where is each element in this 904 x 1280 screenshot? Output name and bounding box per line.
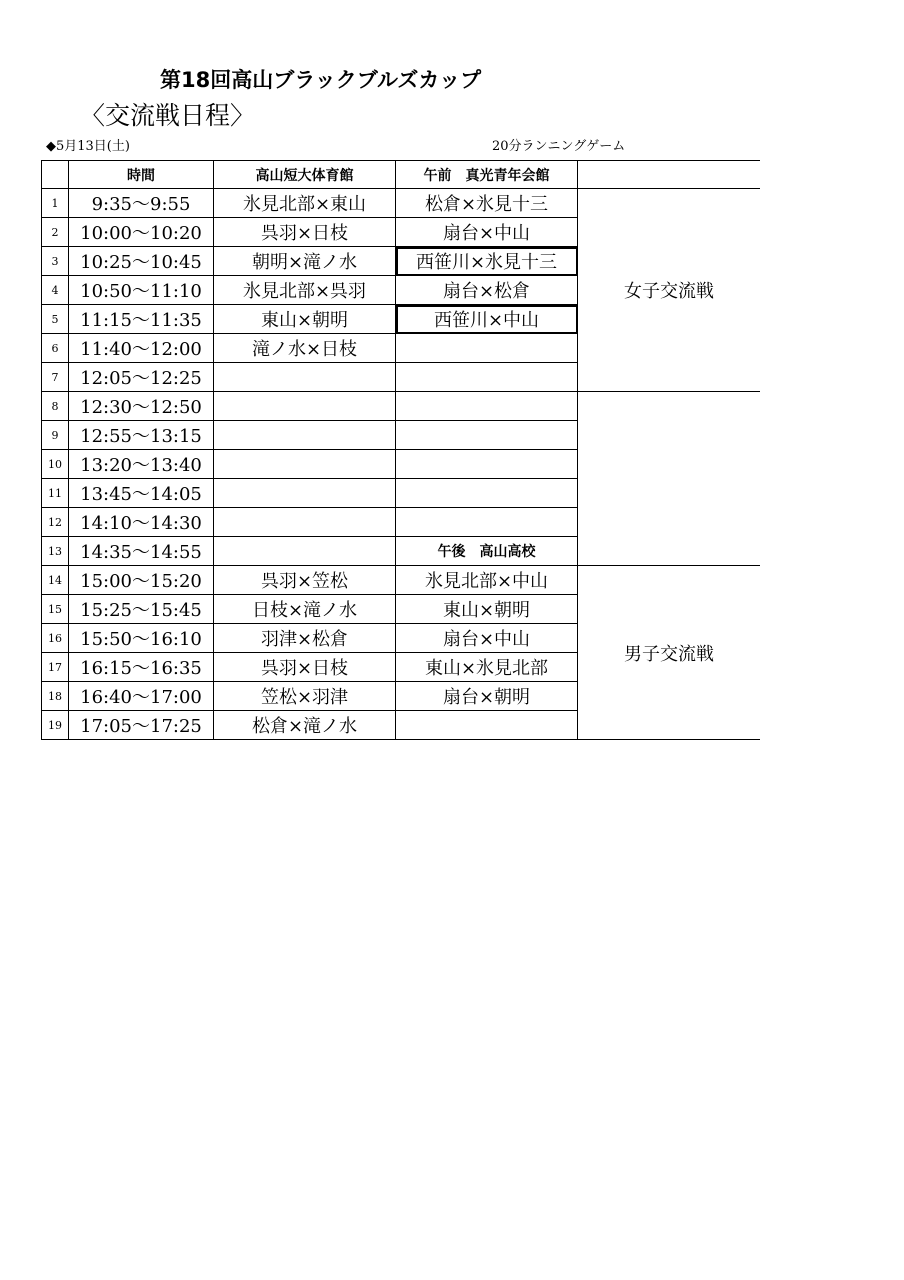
time-slot: 17:05〜17:25	[69, 711, 214, 740]
schedule-table	[41, 160, 760, 740]
schedule-date: ◆5月13日(土)	[46, 139, 130, 154]
venue-2-match: 扇台×朝明	[396, 682, 578, 711]
venue-2-match	[396, 363, 578, 392]
venue-2-match	[396, 334, 578, 363]
time-slot: 13:20〜13:40	[69, 450, 214, 479]
venue-1-match: 呉羽×日枝	[214, 218, 396, 247]
table-row	[42, 566, 761, 595]
venue-2-match: 東山×氷見北部	[396, 653, 578, 682]
venue-2-match: 扇台×中山	[396, 624, 578, 653]
time-slot: 11:15〜11:35	[69, 305, 214, 334]
table-row	[42, 392, 761, 421]
time-slot: 15:25〜15:45	[69, 595, 214, 624]
time-slot: 14:35〜14:55	[69, 537, 214, 566]
venue-1-match: 氷見北部×東山	[214, 189, 396, 218]
row-number: 8	[42, 392, 69, 421]
venue-1-match: 笠松×羽津	[214, 682, 396, 711]
venue-2-match	[396, 392, 578, 421]
venue-1-match	[214, 479, 396, 508]
venue-2-match: 松倉×氷見十三	[396, 189, 578, 218]
venue-1-match: 羽津×松倉	[214, 624, 396, 653]
time-slot: 10:00〜10:20	[69, 218, 214, 247]
time-slot: 11:40〜12:00	[69, 334, 214, 363]
header-time: 時間	[69, 161, 214, 189]
venue-2-match: 西笹川×中山	[396, 305, 578, 334]
row-number: 14	[42, 566, 69, 595]
time-slot: 15:00〜15:20	[69, 566, 214, 595]
row-number: 19	[42, 711, 69, 740]
venue-1-match: 滝ノ水×日枝	[214, 334, 396, 363]
time-slot: 12:55〜13:15	[69, 421, 214, 450]
venue-1-match	[214, 392, 396, 421]
row-number: 10	[42, 450, 69, 479]
row-number: 7	[42, 363, 69, 392]
category-girls: 女子交流戦	[578, 189, 761, 392]
row-number: 2	[42, 218, 69, 247]
venue-1-match	[214, 537, 396, 566]
time-slot: 12:05〜12:25	[69, 363, 214, 392]
row-number: 17	[42, 653, 69, 682]
venue-2-match: 氷見北部×中山	[396, 566, 578, 595]
venue-2-match	[396, 479, 578, 508]
time-slot: 10:25〜10:45	[69, 247, 214, 276]
venue-1-match	[214, 450, 396, 479]
row-number: 16	[42, 624, 69, 653]
row-number: 5	[42, 305, 69, 334]
header-venue-2: 午前 真光青年会館	[396, 161, 578, 189]
venue-2-match: 扇台×松倉	[396, 276, 578, 305]
game-format-note: 20分ランニングゲーム	[492, 139, 626, 154]
header-number	[42, 161, 69, 189]
venue-1-match: 東山×朝明	[214, 305, 396, 334]
row-number: 18	[42, 682, 69, 711]
row-number: 6	[42, 334, 69, 363]
time-slot: 16:40〜17:00	[69, 682, 214, 711]
venue-1-match	[214, 421, 396, 450]
row-number: 3	[42, 247, 69, 276]
header-category	[578, 161, 761, 189]
time-slot: 16:15〜16:35	[69, 653, 214, 682]
venue-2-match: 東山×朝明	[396, 595, 578, 624]
time-slot: 9:35〜9:55	[69, 189, 214, 218]
table-row	[42, 189, 761, 218]
time-slot: 13:45〜14:05	[69, 479, 214, 508]
header-venue-1: 高山短大体育館	[214, 161, 396, 189]
venue-2-match	[396, 421, 578, 450]
row-number: 11	[42, 479, 69, 508]
venue-1-match: 氷見北部×呉羽	[214, 276, 396, 305]
page-title: 第18回高山ブラックブルズカップ	[160, 68, 482, 92]
row-number: 9	[42, 421, 69, 450]
venue-1-match	[214, 363, 396, 392]
row-number: 1	[42, 189, 69, 218]
category-boys: 男子交流戦	[578, 566, 761, 740]
category-blank	[578, 392, 761, 566]
venue-2-match: 扇台×中山	[396, 218, 578, 247]
table-header-row	[42, 161, 761, 189]
row-number: 13	[42, 537, 69, 566]
row-number: 12	[42, 508, 69, 537]
venue-1-match: 呉羽×日枝	[214, 653, 396, 682]
venue-2-match: 西笹川×氷見十三	[396, 247, 578, 276]
venue-1-match: 松倉×滝ノ水	[214, 711, 396, 740]
venue-1-match	[214, 508, 396, 537]
row-number: 15	[42, 595, 69, 624]
venue-1-match: 日枝×滝ノ水	[214, 595, 396, 624]
venue-1-match: 呉羽×笠松	[214, 566, 396, 595]
venue-1-match: 朝明×滝ノ水	[214, 247, 396, 276]
venue-2-match	[396, 711, 578, 740]
time-slot: 15:50〜16:10	[69, 624, 214, 653]
page-subtitle: 〈交流戦日程〉	[80, 101, 256, 130]
venue-2-match	[396, 508, 578, 537]
time-slot: 10:50〜11:10	[69, 276, 214, 305]
time-slot: 14:10〜14:30	[69, 508, 214, 537]
time-slot: 12:30〜12:50	[69, 392, 214, 421]
venue-2-match	[396, 450, 578, 479]
venue-2-heading: 午後 高山高校	[396, 537, 578, 566]
row-number: 4	[42, 276, 69, 305]
